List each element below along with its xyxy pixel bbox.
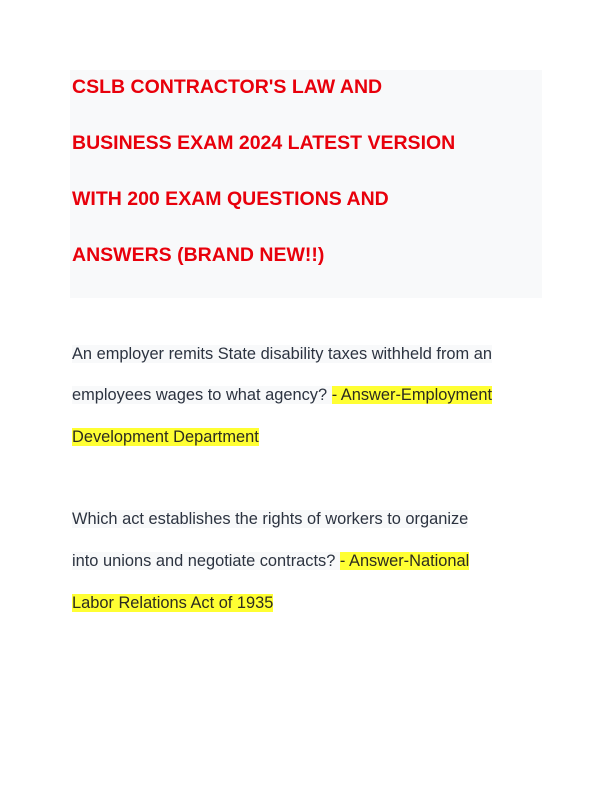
question-2-text-2: into unions and negotiate contracts? <box>72 552 340 570</box>
answer-1-line-2 <box>72 426 259 448</box>
document-title <box>70 70 542 298</box>
question-1-line-2 <box>72 384 492 406</box>
answer-2-text-1: - Answer-National <box>339 552 470 570</box>
question-2-line-1 <box>72 508 468 530</box>
question-1-text-2: employees wages to what agency? <box>72 386 332 404</box>
answer-2-line-2 <box>72 592 273 614</box>
title-line-2: BUSINESS EXAM 2024 LATEST VERSION <box>72 132 456 154</box>
title-line-4: ANSWERS (BRAND NEW!!) <box>72 244 325 266</box>
answer-1-text-1: - Answer-Employment <box>331 386 492 404</box>
question-2-line-2 <box>72 550 469 572</box>
title-line-3: WITH 200 EXAM QUESTIONS AND <box>72 188 389 210</box>
question-1-line-1 <box>72 343 492 365</box>
question-1-text-1: An employer remits State disability taxes withheld from an <box>72 345 492 363</box>
title-line-1: CSLB CONTRACTOR'S LAW AND <box>72 76 383 98</box>
answer-2-text-2: Labor Relations Act of 1935 <box>72 594 274 612</box>
answer-1-text-2: Development Department <box>72 428 259 446</box>
question-2-text-1: Which act establishes the rights of workers to organize <box>72 510 469 528</box>
